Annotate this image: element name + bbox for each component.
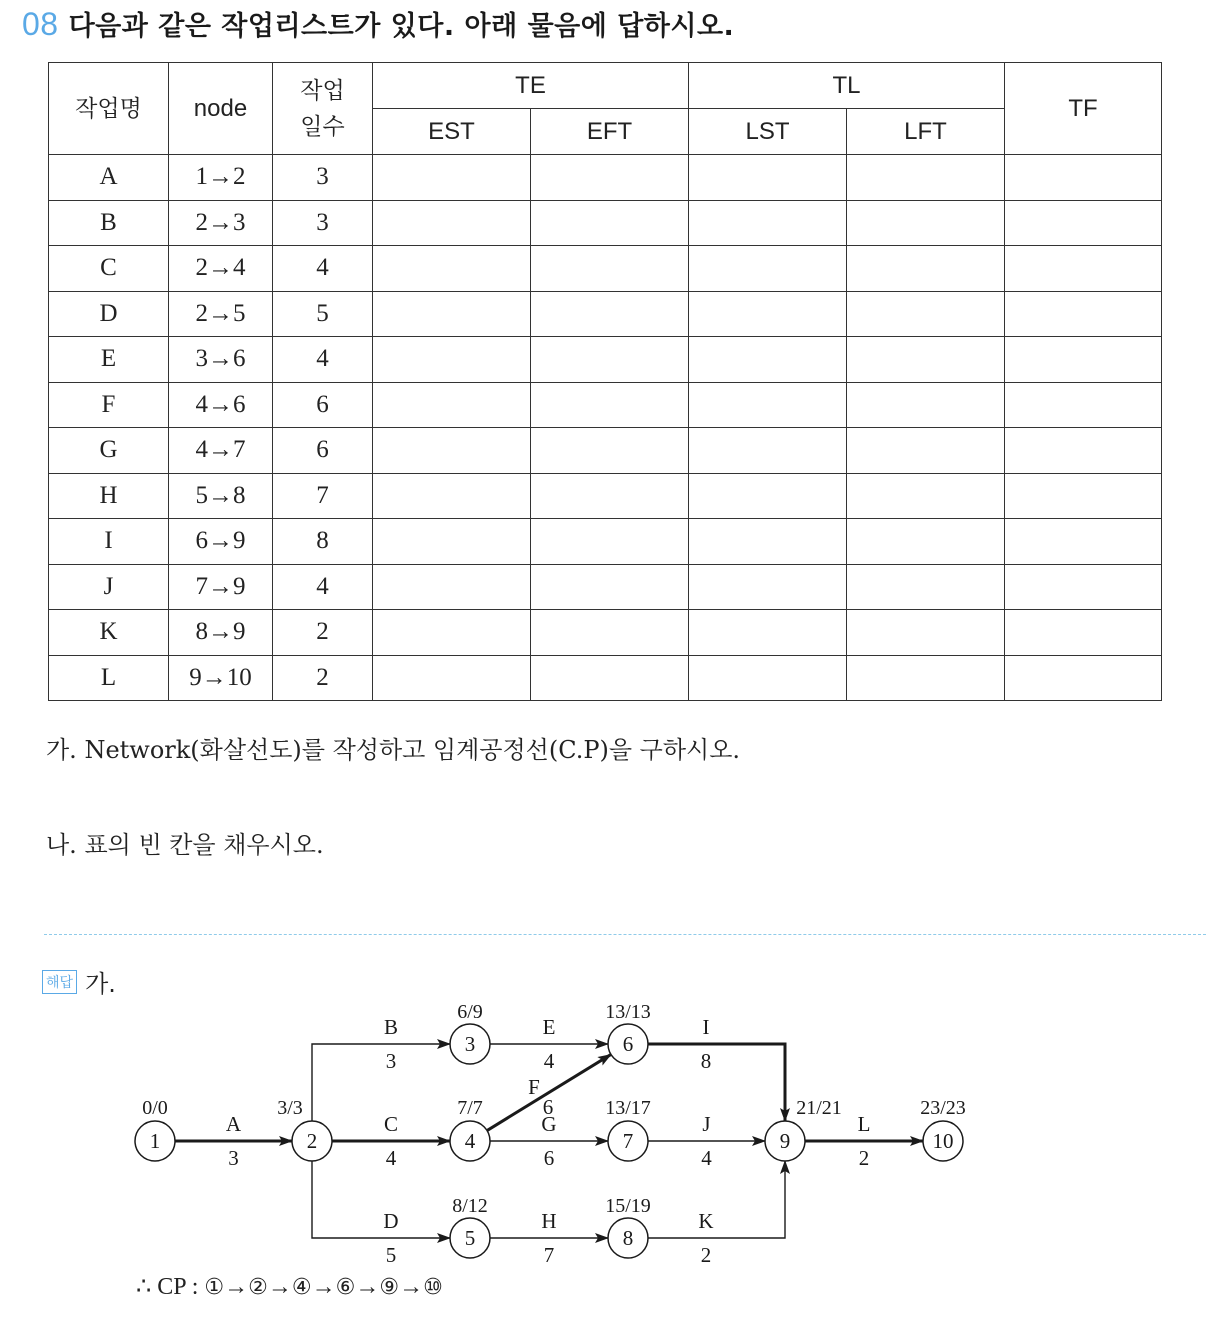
node-cell: 3→6 (169, 337, 273, 383)
duration-cell: 6 (273, 428, 373, 474)
critical-path-node: ⑥ (335, 1275, 356, 1300)
node-cell: 5→8 (169, 473, 273, 519)
table-row (49, 428, 1162, 474)
tf-cell[interactable] (1005, 246, 1162, 292)
critical-path-node: ④ (291, 1275, 312, 1300)
critical-path-node: ⑩ (423, 1275, 443, 1300)
lst-cell[interactable] (689, 655, 847, 701)
table-row (49, 291, 1162, 337)
lft-cell[interactable] (847, 337, 1005, 383)
activity-name: G (541, 1112, 557, 1136)
duration-cell: 3 (273, 200, 373, 246)
lft-cell[interactable] (847, 473, 1005, 519)
activity-name: D (383, 1209, 399, 1233)
duration-cell: 7 (273, 473, 373, 519)
activity-arrow-K (648, 1161, 785, 1238)
node-times: 8/12 (452, 1195, 488, 1217)
est-cell[interactable] (373, 473, 531, 519)
est-cell[interactable] (373, 564, 531, 610)
lst-cell[interactable] (689, 382, 847, 428)
critical-path-prefix: ∴ CP : (136, 1274, 199, 1300)
critical-path-node: ① (204, 1275, 225, 1300)
critical-path-node: ② (248, 1275, 268, 1300)
node-times: 13/17 (605, 1097, 651, 1119)
activity-duration: 3 (385, 1049, 397, 1073)
lft-cell[interactable] (847, 564, 1005, 610)
activity-arrow-I (648, 1044, 785, 1121)
activity-name: J (702, 1112, 711, 1136)
duration-cell: 8 (273, 519, 373, 565)
lst-cell[interactable] (689, 564, 847, 610)
activity-name: B (383, 1015, 399, 1039)
lft-cell[interactable] (847, 655, 1005, 701)
activity-duration: 4 (543, 1049, 555, 1073)
activity-duration: 4 (701, 1146, 712, 1170)
activity-duration: 8 (700, 1049, 712, 1073)
node-times: 21/21 (796, 1097, 842, 1119)
tf-cell[interactable] (1005, 655, 1162, 701)
activity-name: K (698, 1209, 714, 1233)
header-duration (273, 63, 373, 155)
tf-cell[interactable] (1005, 382, 1162, 428)
eft-cell[interactable] (531, 382, 689, 428)
header-est: EST (373, 109, 531, 155)
network-node (277, 1097, 332, 1161)
activity-arrow-D (312, 1161, 450, 1238)
tf-cell[interactable] (1005, 337, 1162, 383)
table-row (49, 519, 1162, 565)
critical-path (136, 1272, 443, 1301)
table-row (49, 655, 1162, 701)
tf-cell[interactable] (1005, 473, 1162, 519)
lst-cell[interactable] (689, 291, 847, 337)
task-name-cell: I (49, 519, 169, 565)
tf-cell[interactable] (1005, 519, 1162, 565)
node-times: 13/13 (605, 1001, 651, 1023)
task-name-cell: L (49, 655, 169, 701)
node-times: 15/19 (605, 1195, 651, 1217)
task-name-cell: D (49, 291, 169, 337)
node-id: 4 (464, 1129, 476, 1153)
duration-cell: 2 (273, 655, 373, 701)
network-node (765, 1097, 842, 1161)
activity-duration: 7 (543, 1243, 555, 1267)
activity-name: C (383, 1112, 399, 1136)
critical-path-node: ⑨ (379, 1275, 400, 1300)
lft-cell[interactable] (847, 246, 1005, 292)
duration-cell: 3 (273, 155, 373, 201)
network-node (135, 1097, 175, 1161)
est-cell[interactable] (373, 246, 531, 292)
lst-cell[interactable] (689, 337, 847, 383)
node-cell: 1→2 (169, 155, 273, 201)
header-duration-line1: 작업 (300, 77, 345, 104)
duration-cell: 6 (273, 382, 373, 428)
activity-name: F (528, 1075, 540, 1099)
arrow-icon: → (224, 1274, 249, 1300)
table-row (49, 155, 1162, 201)
task-name-cell: H (49, 473, 169, 519)
lft-cell[interactable] (847, 519, 1005, 565)
est-cell[interactable] (373, 382, 531, 428)
lst-cell[interactable] (689, 519, 847, 565)
task-name-cell: J (49, 564, 169, 610)
est-cell[interactable] (373, 655, 531, 701)
node-id: 10 (932, 1129, 954, 1153)
arrow-icon: → (399, 1274, 424, 1300)
eft-cell[interactable] (531, 200, 689, 246)
tf-cell[interactable] (1005, 428, 1162, 474)
arrow-icon: → (311, 1274, 336, 1300)
node-cell: 4→7 (169, 428, 273, 474)
network-node (605, 1195, 651, 1258)
activity-duration: 2 (858, 1146, 870, 1170)
eft-cell[interactable] (531, 337, 689, 383)
table-row (49, 246, 1162, 292)
tf-cell[interactable] (1005, 200, 1162, 246)
est-cell[interactable] (373, 519, 531, 565)
sub-question-ga: 가. Network(화살선도)를 작성하고 임계공정선(C.P)을 구하시오. (46, 736, 741, 764)
est-cell[interactable] (373, 200, 531, 246)
node-id: 6 (622, 1032, 634, 1056)
activity-duration: 2 (700, 1243, 712, 1267)
table-row (49, 564, 1162, 610)
arrow-icon: → (267, 1274, 292, 1300)
est-cell[interactable] (373, 291, 531, 337)
tf-cell[interactable] (1005, 564, 1162, 610)
network-diagram (0, 990, 1212, 1270)
node-times: 3/3 (277, 1097, 303, 1119)
activity-duration: 6 (542, 1095, 554, 1119)
node-id: 8 (622, 1226, 634, 1250)
node-cell: 7→9 (169, 564, 273, 610)
network-edges (175, 1015, 923, 1267)
est-cell[interactable] (373, 428, 531, 474)
lst-cell[interactable] (689, 473, 847, 519)
table-row (49, 200, 1162, 246)
node-id: 9 (779, 1129, 791, 1153)
eft-cell[interactable] (531, 610, 689, 656)
task-table-body (49, 155, 1162, 701)
header-node: node (169, 63, 273, 155)
node-times: 6/9 (457, 1001, 483, 1023)
lst-cell[interactable] (689, 428, 847, 474)
node-id: 5 (464, 1226, 476, 1250)
question-text: 다음과 같은 작업리스트가 있다. 아래 물음에 답하시오. (68, 11, 735, 42)
est-cell[interactable] (373, 610, 531, 656)
est-cell[interactable] (373, 155, 531, 201)
lft-cell[interactable] (847, 610, 1005, 656)
network-node (450, 1097, 490, 1161)
task-name-cell: G (49, 428, 169, 474)
node-cell: 6→9 (169, 519, 273, 565)
tf-cell[interactable] (1005, 155, 1162, 201)
task-name-cell: E (49, 337, 169, 383)
activity-name: H (541, 1209, 557, 1233)
node-times: 23/23 (920, 1097, 966, 1119)
header-duration-line2: 일수 (300, 113, 345, 140)
node-cell: 8→9 (169, 610, 273, 656)
node-id: 3 (464, 1032, 476, 1056)
task-name-cell: K (49, 610, 169, 656)
task-name-cell: B (49, 200, 169, 246)
table-row (49, 473, 1162, 519)
lft-cell[interactable] (847, 382, 1005, 428)
activity-name: A (225, 1112, 242, 1136)
task-name-cell: C (49, 246, 169, 292)
header-lft: LFT (847, 109, 1005, 155)
lft-cell[interactable] (847, 291, 1005, 337)
tf-cell[interactable] (1005, 610, 1162, 656)
node-times: 0/0 (142, 1097, 168, 1119)
eft-cell[interactable] (531, 246, 689, 292)
eft-cell[interactable] (531, 291, 689, 337)
node-cell: 9→10 (169, 655, 273, 701)
table-row (49, 610, 1162, 656)
question-number: 08 (22, 6, 59, 42)
task-table (48, 62, 1162, 701)
sub-question-na: 나. 표의 빈 칸을 채우시오. (46, 831, 324, 859)
duration-cell: 5 (273, 291, 373, 337)
question-title (22, 4, 734, 43)
lst-cell[interactable] (689, 610, 847, 656)
activity-duration: 6 (543, 1146, 555, 1170)
node-times: 7/7 (457, 1097, 483, 1119)
eft-cell[interactable] (531, 564, 689, 610)
task-name-cell: F (49, 382, 169, 428)
network-node (450, 1195, 490, 1258)
header-task-name: 작업명 (49, 63, 169, 155)
network-node (920, 1097, 966, 1161)
node-cell: 2→4 (169, 246, 273, 292)
est-cell[interactable] (373, 337, 531, 383)
node-cell: 2→5 (169, 291, 273, 337)
node-id: 2 (306, 1129, 318, 1153)
arrow-icon: → (355, 1274, 380, 1300)
lft-cell[interactable] (847, 200, 1005, 246)
activity-duration: 4 (385, 1146, 397, 1170)
node-cell: 2→3 (169, 200, 273, 246)
table-row (49, 382, 1162, 428)
activity-name: L (857, 1112, 871, 1136)
activity-arrow-B (312, 1044, 450, 1121)
activity-name: I (702, 1015, 710, 1039)
lst-cell[interactable] (689, 246, 847, 292)
duration-cell: 2 (273, 610, 373, 656)
section-divider (44, 934, 1206, 935)
lst-cell[interactable] (689, 155, 847, 201)
header-eft: EFT (531, 109, 689, 155)
header-te: TE (373, 63, 689, 109)
eft-cell[interactable] (531, 655, 689, 701)
table-row (49, 337, 1162, 383)
lft-cell[interactable] (847, 428, 1005, 474)
eft-cell[interactable] (531, 155, 689, 201)
activity-duration: 3 (228, 1146, 239, 1170)
lft-cell[interactable] (847, 155, 1005, 201)
duration-cell: 4 (273, 246, 373, 292)
duration-cell: 4 (273, 337, 373, 383)
header-tl: TL (689, 63, 1005, 109)
activity-duration: 5 (385, 1243, 397, 1267)
header-tf: TF (1005, 63, 1162, 155)
header-lst: LST (689, 109, 847, 155)
task-name-cell: A (49, 155, 169, 201)
critical-path-nodes (204, 1274, 442, 1300)
answer-badge: 해답 (42, 970, 77, 994)
network-node (450, 1001, 490, 1064)
activity-name: E (542, 1015, 556, 1039)
node-cell: 4→6 (169, 382, 273, 428)
network-node (605, 1001, 651, 1064)
answer-label: 가. (85, 970, 116, 998)
network-node (605, 1097, 651, 1161)
eft-cell[interactable] (531, 519, 689, 565)
tf-cell[interactable] (1005, 291, 1162, 337)
node-id: 7 (622, 1129, 634, 1153)
eft-cell[interactable] (531, 428, 689, 474)
eft-cell[interactable] (531, 473, 689, 519)
lst-cell[interactable] (689, 200, 847, 246)
duration-cell: 4 (273, 564, 373, 610)
node-id: 1 (149, 1129, 161, 1153)
